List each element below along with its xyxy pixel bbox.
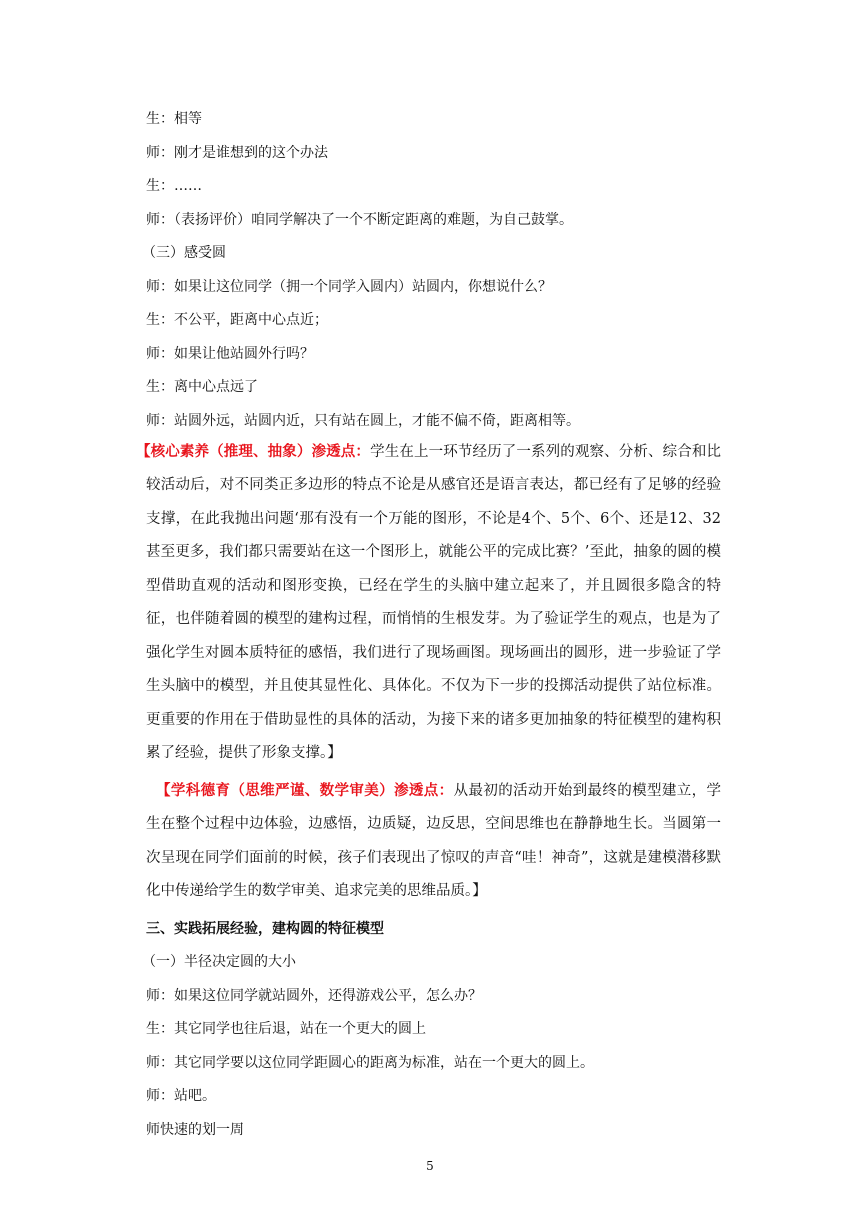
dialog-line: 师快速的划一周 (146, 1121, 244, 1138)
dialog-line: 生：不公平，距离中心点近； (146, 312, 328, 328)
core-literacy-paragraph (136, 435, 722, 771)
dialog-line: 师：站吧。 (146, 1088, 216, 1104)
dialog-line: 生：其它同学也往后退，站在一个更大的圆上 (146, 1021, 426, 1037)
dialog-line: 师：站圆外远，站圆内近，只有站在圆上，才能不偏不倚，距离相等。 (146, 412, 580, 429)
moral-education-paragraph (146, 774, 721, 909)
moral-education-text: 从最初的活动开始到最终的模型建立，学生在整个过程中边体验，边感悟，边质疑，边反思，空间思维也在静静地生长。当圆第一次呈现在同学们面前的时候，孩子们表现出了惊叹的声音“哇！神奇”，这就是建模潜移默化中传递给学生的数学审美、追求完美的思维品质。】 (146, 782, 722, 899)
dialog-line: 师：（表扬评价）咱同学解决了一个不断定距离的难题，为自己鼓掌。 (146, 211, 573, 228)
subsection-title: （三）感受圆 (142, 245, 226, 261)
subsection-title: （一）半径决定圆的大小 (142, 954, 296, 970)
dialog-line: 生：离中心点远了 (146, 379, 258, 395)
section-heading: 三、实践拓展经验，建构圆的特征模型 (146, 920, 384, 937)
page-number: 5 (426, 1159, 434, 1173)
dialog-line: 师：刚才是谁想到的这个办法 (146, 144, 328, 161)
moral-education-label: 【学科德育（思维严谨、数学审美）渗透点： (156, 781, 454, 799)
dialog-line: 生：…… (146, 178, 202, 194)
core-literacy-text: 学生在上一环节经历了一系列的观察、分析、综合和比较活动后，对不同类正多边形的特点不论是从感官还是语言表达，都已经有了足够的经验支撑，在此我抛出问题‘那有没有一个万能的图形，不论是4个、5个、6个、还是12、32甚至更多，我们都只需要站在这一个图形上，就能公平的完成比赛？’至此，抽象的圆的模型借助直观的活动和图形变换，已经在学生的头脑中建立起来了，并且圆很多隐含的特征，也伴随着圆的模型的建构过程，而悄悄的生根发芽。为了验证学生的观点，也是为了强化学生对圆本质特征的感悟，我们进行了现场画图。现场画出的圆形，进一步验证了学生头脑中的模型，并且使其显性化、具体化。不仅为下一步的投掷活动提供了站位标准。更重要的作用在于借助显性的具体的活动，为接下来的诸多更加抽象的特征模型的建构积累了经验，提供了形象支撑。】 (146, 443, 722, 761)
core-literacy-label: 【核心素养（推理、抽象）渗透点： (136, 442, 371, 460)
page-content (136, 109, 722, 1153)
dialog-line: 师：如果让他站圆外行吗？ (146, 345, 314, 362)
dialog-line: 师：其它同学要以这位同学距圆心的距离为标准，站在一个更大的圆上。 (146, 1054, 594, 1071)
dialog-line: 师：如果这位同学就站圆外，还得游戏公平，怎么办？ (146, 987, 482, 1004)
dialog-line: 生：相等 (146, 111, 202, 127)
dialog-line: 师：如果让这位同学（拥一个同学入圆内）站圆内，你想说什么？ (146, 278, 552, 295)
